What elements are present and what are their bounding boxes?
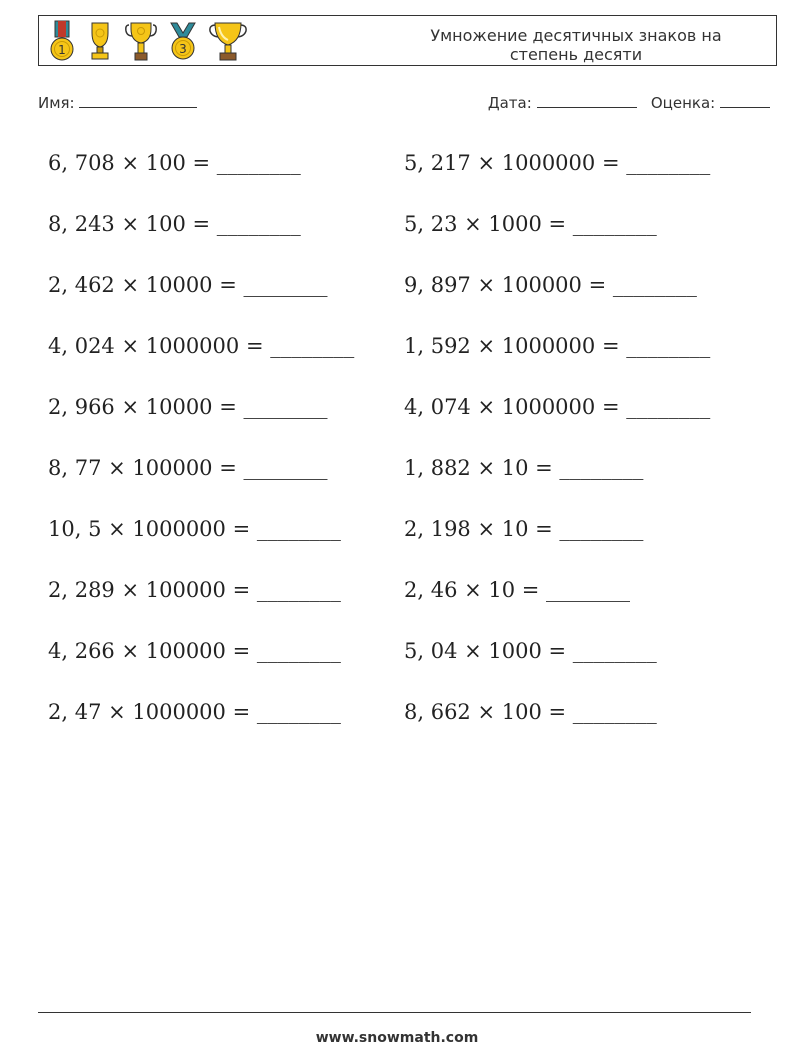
header-icons — [47, 18, 255, 64]
problem-left: 2, 462 × 10000 = ________ — [48, 273, 328, 297]
problem-right: 5, 04 × 1000 = ________ — [404, 639, 657, 663]
problem-row — [48, 448, 768, 509]
problem-right: 8, 662 × 100 = ________ — [404, 700, 657, 724]
problem-right: 5, 217 × 1000000 = ________ — [404, 151, 711, 175]
problem-left: 4, 024 × 1000000 = ________ — [48, 334, 355, 358]
problem-right: 5, 23 × 1000 = ________ — [404, 212, 657, 236]
problem-left: 6, 708 × 100 = ________ — [48, 151, 301, 175]
svg-text:3: 3 — [179, 42, 187, 56]
problem-row — [48, 509, 768, 570]
problem-row — [48, 387, 768, 448]
problem-right: 9, 897 × 100000 = ________ — [404, 273, 697, 297]
date-label: Дата: — [487, 94, 532, 112]
problem-left: 10, 5 × 1000000 = ________ — [48, 517, 341, 541]
svg-text:1: 1 — [58, 43, 66, 57]
problem-left: 8, 243 × 100 = ________ — [48, 212, 301, 236]
problem-left: 2, 47 × 1000000 = ________ — [48, 700, 341, 724]
problem-left: 4, 266 × 100000 = ________ — [48, 639, 341, 663]
trophy-small-icon — [83, 19, 117, 63]
trophy-icon — [123, 19, 159, 63]
worksheet-title: Умножение десятичных знаков на степень десяти — [430, 26, 722, 64]
problem-row — [48, 570, 768, 631]
problem-right: 1, 592 × 1000000 = ________ — [404, 334, 711, 358]
footer-url[interactable]: www.snowmath.com — [315, 1030, 479, 1046]
problem-left: 2, 966 × 10000 = ________ — [48, 395, 328, 419]
problem-left: 2, 289 × 100000 = ________ — [48, 578, 341, 602]
name-label: Имя: — [38, 94, 75, 112]
problem-right: 4, 074 × 1000000 = ________ — [404, 395, 711, 419]
medal-3-icon — [165, 19, 201, 63]
problem-row — [48, 204, 768, 265]
cup-icon — [207, 19, 249, 63]
problem-row — [48, 143, 768, 204]
problem-row — [48, 631, 768, 692]
problem-right: 2, 198 × 10 = ________ — [404, 517, 644, 541]
header-box — [38, 15, 777, 66]
grade-blank[interactable] — [720, 93, 770, 108]
date-blank[interactable] — [537, 93, 637, 108]
problems-grid — [48, 143, 768, 753]
problem-left: 8, 77 × 100000 = ________ — [48, 456, 328, 480]
problem-right: 1, 882 × 10 = ________ — [404, 456, 644, 480]
medal-1-icon — [47, 19, 77, 63]
grade-label: Оценка: — [650, 94, 716, 112]
name-field — [38, 93, 197, 112]
footer-divider — [38, 1012, 751, 1013]
problem-right: 2, 46 × 10 = ________ — [404, 578, 631, 602]
problem-row — [48, 326, 768, 387]
name-blank[interactable] — [79, 93, 197, 108]
date-grade-fields — [488, 93, 770, 112]
problem-row — [48, 692, 768, 753]
problem-row — [48, 265, 768, 326]
